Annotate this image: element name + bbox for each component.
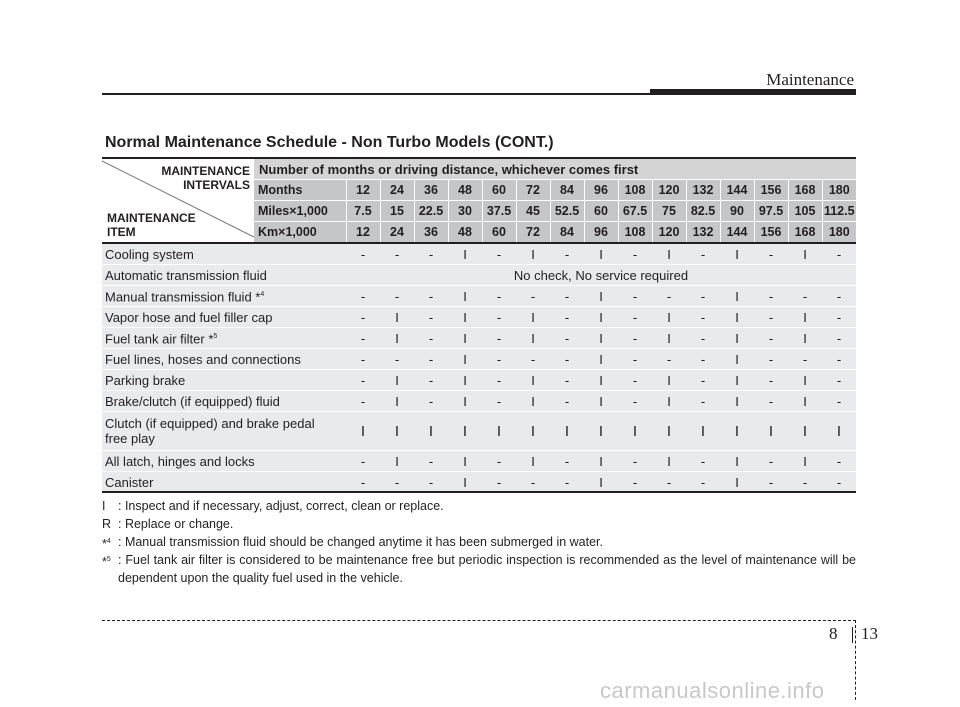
maintenance-item-name: Cooling system xyxy=(102,243,346,265)
interval-value: 37.5 xyxy=(482,201,516,222)
schedule-cell: I xyxy=(720,349,754,370)
interval-value: 60 xyxy=(482,222,516,244)
maintenance-item-name: Automatic transmission fluid xyxy=(102,265,346,286)
legend-text: : Manual transmission fluid should be changed anytime it has been submerged in water. xyxy=(118,535,604,549)
schedule-cell: - xyxy=(414,243,448,265)
corner-item-label xyxy=(107,211,196,239)
page-title: Normal Maintenance Schedule - Non Turbo Models (CONT.) xyxy=(105,134,554,151)
interval-value: 168 xyxy=(788,222,822,244)
schedule-cell: - xyxy=(346,243,380,265)
interval-value: 120 xyxy=(652,222,686,244)
no-service-note: No check, No service required xyxy=(346,265,856,286)
table-row xyxy=(102,412,856,451)
interval-value: 180 xyxy=(822,222,856,244)
schedule-cell: I xyxy=(720,328,754,349)
interval-value: 132 xyxy=(686,222,720,244)
legend-key: *$^5$ xyxy=(102,555,111,570)
schedule-cell: - xyxy=(346,472,380,493)
schedule-cell: I xyxy=(516,370,550,391)
schedule-cell: - xyxy=(346,370,380,391)
schedule-cell: - xyxy=(550,243,584,265)
schedule-cell: - xyxy=(652,472,686,493)
schedule-cell: I xyxy=(380,391,414,412)
interval-value: 75 xyxy=(652,201,686,222)
table-row xyxy=(102,451,856,472)
footnote-marker: 4 xyxy=(260,291,265,299)
schedule-cell: - xyxy=(754,328,788,349)
corner-intervals-line: INTERVALS xyxy=(183,178,250,192)
schedule-cell: - xyxy=(686,391,720,412)
schedule-cell: I xyxy=(380,307,414,328)
interval-unit-label: Miles×1,000 xyxy=(254,201,346,222)
schedule-cell: - xyxy=(414,472,448,493)
schedule-cell: I xyxy=(516,391,550,412)
schedule-cell: - xyxy=(754,307,788,328)
schedule-cell: I xyxy=(380,328,414,349)
watermark: carmanualsonline.info xyxy=(600,678,825,703)
schedule-cell: I xyxy=(720,307,754,328)
legend-key: *$^4$ xyxy=(102,537,111,552)
table-row xyxy=(102,391,856,412)
schedule-cell: - xyxy=(380,472,414,493)
interval-value: 180 xyxy=(822,180,856,201)
schedule-cell: - xyxy=(482,451,516,472)
maintenance-item-name: Canister xyxy=(102,472,346,493)
schedule-cell: I xyxy=(822,412,856,451)
schedule-cell: I xyxy=(448,451,482,472)
footer-dashed-vertical xyxy=(855,620,856,700)
schedule-cell: I xyxy=(788,370,822,391)
schedule-cell: - xyxy=(686,307,720,328)
footer-dashed-rule xyxy=(102,620,856,621)
interval-banner: Number of months or driving distance, whichever comes first xyxy=(254,159,856,180)
schedule-cell: - xyxy=(618,307,652,328)
schedule-cell: - xyxy=(414,391,448,412)
table-bottom-rule xyxy=(102,491,856,493)
interval-unit-label: Km×1,000 xyxy=(254,222,346,244)
schedule-cell: - xyxy=(618,243,652,265)
schedule-cell: - xyxy=(346,307,380,328)
schedule-cell: - xyxy=(788,286,822,307)
schedule-cell: I xyxy=(448,243,482,265)
schedule-cell: - xyxy=(482,307,516,328)
legend-key: I xyxy=(102,499,106,513)
schedule-cell: I xyxy=(380,412,414,451)
interval-value: 48 xyxy=(448,222,482,244)
page-number: 13 xyxy=(861,624,878,643)
interval-value: 84 xyxy=(550,222,584,244)
header-rule-accent xyxy=(650,89,856,95)
schedule-cell: - xyxy=(482,286,516,307)
interval-value: 96 xyxy=(584,180,618,201)
interval-value: 48 xyxy=(448,180,482,201)
schedule-cell: I xyxy=(584,286,618,307)
schedule-cell: I xyxy=(448,286,482,307)
interval-value: 82.5 xyxy=(686,201,720,222)
schedule-cell: I xyxy=(448,472,482,493)
schedule-cell: - xyxy=(414,370,448,391)
schedule-cell: - xyxy=(822,286,856,307)
table-row xyxy=(102,307,856,328)
corner-item-line: MAINTENANCE xyxy=(107,211,196,225)
interval-value: 36 xyxy=(414,180,448,201)
schedule-cell: - xyxy=(346,451,380,472)
legend-text: : Inspect and if necessary, adjust, correct, clean or replace. xyxy=(118,499,444,513)
interval-value: 96 xyxy=(584,222,618,244)
interval-value: 12 xyxy=(346,222,380,244)
interval-value: 22.5 xyxy=(414,201,448,222)
schedule-cell: - xyxy=(346,286,380,307)
corner-intervals-label xyxy=(161,164,250,192)
schedule-cell: I xyxy=(652,328,686,349)
interval-value: 108 xyxy=(618,180,652,201)
legend-notes xyxy=(102,497,856,587)
schedule-cell: - xyxy=(618,349,652,370)
schedule-cell: - xyxy=(550,286,584,307)
schedule-cell: - xyxy=(686,370,720,391)
schedule-cell: I xyxy=(720,286,754,307)
schedule-cell: - xyxy=(482,349,516,370)
schedule-cell: - xyxy=(652,349,686,370)
schedule-cell: - xyxy=(618,286,652,307)
schedule-cell: I xyxy=(584,243,618,265)
schedule-cell: I xyxy=(448,349,482,370)
schedule-cell: I xyxy=(380,451,414,472)
legend-text: : Fuel tank air filter is considered to be maintenance free but periodic inspection is recommended as the level of maintenance will be dependent upon the quality fuel used in the vehicle. xyxy=(118,553,856,585)
schedule-cell: - xyxy=(754,451,788,472)
schedule-cell: - xyxy=(346,328,380,349)
schedule-cell: - xyxy=(618,451,652,472)
interval-value: 24 xyxy=(380,180,414,201)
schedule-cell: - xyxy=(822,349,856,370)
schedule-cell: - xyxy=(550,370,584,391)
interval-value: 84 xyxy=(550,180,584,201)
corner-intervals-line: MAINTENANCE xyxy=(161,164,250,178)
schedule-cell: I xyxy=(788,451,822,472)
schedule-cell: I xyxy=(652,370,686,391)
interval-value: 105 xyxy=(788,201,822,222)
schedule-cell: - xyxy=(686,243,720,265)
interval-value: 45 xyxy=(516,201,550,222)
interval-value: 144 xyxy=(720,180,754,201)
table-row xyxy=(102,265,856,286)
schedule-cell: I xyxy=(584,472,618,493)
interval-value: 97.5 xyxy=(754,201,788,222)
schedule-cell: - xyxy=(516,349,550,370)
schedule-cell: I xyxy=(720,391,754,412)
interval-value: 90 xyxy=(720,201,754,222)
schedule-cell: I xyxy=(788,391,822,412)
interval-value: 156 xyxy=(754,222,788,244)
interval-value: 36 xyxy=(414,222,448,244)
schedule-cell: I xyxy=(516,412,550,451)
interval-value: 168 xyxy=(788,180,822,201)
footnote-marker: 5 xyxy=(213,333,218,341)
schedule-cell: - xyxy=(686,328,720,349)
schedule-cell: - xyxy=(618,370,652,391)
interval-value: 7.5 xyxy=(346,201,380,222)
schedule-cell: - xyxy=(686,349,720,370)
interval-value: 15 xyxy=(380,201,414,222)
schedule-cell: - xyxy=(414,349,448,370)
schedule-cell: - xyxy=(822,243,856,265)
schedule-cell: - xyxy=(482,391,516,412)
maintenance-item-name: Clutch (if equipped) and brake pedal free play xyxy=(102,412,346,451)
table-row xyxy=(102,370,856,391)
schedule-cell: I xyxy=(380,370,414,391)
legend-note xyxy=(102,533,856,551)
schedule-cell: I xyxy=(720,472,754,493)
schedule-cell: - xyxy=(788,349,822,370)
maintenance-item-name: All latch, hinges and locks xyxy=(102,451,346,472)
schedule-cell: I xyxy=(448,412,482,451)
schedule-cell: - xyxy=(754,286,788,307)
schedule-cell: I xyxy=(652,451,686,472)
schedule-cell: - xyxy=(414,451,448,472)
maintenance-item-name: Vapor hose and fuel filler cap xyxy=(102,307,346,328)
schedule-cell: - xyxy=(618,328,652,349)
maintenance-item-name: Parking brake xyxy=(102,370,346,391)
interval-value: 72 xyxy=(516,180,550,201)
legend-key: R xyxy=(102,517,112,531)
schedule-cell: I xyxy=(516,243,550,265)
schedule-cell: - xyxy=(414,307,448,328)
schedule-cell: I xyxy=(720,370,754,391)
schedule-cell: - xyxy=(414,286,448,307)
interval-value: 72 xyxy=(516,222,550,244)
section-header-title: Maintenance xyxy=(766,70,854,89)
legend-note xyxy=(102,515,856,533)
schedule-cell: - xyxy=(482,328,516,349)
interval-value: 108 xyxy=(618,222,652,244)
interval-value: 12 xyxy=(346,180,380,201)
schedule-cell: I xyxy=(584,307,618,328)
maintenance-schedule-table xyxy=(102,159,856,493)
schedule-cell: - xyxy=(550,328,584,349)
interval-value: 24 xyxy=(380,222,414,244)
chapter-number: 8 xyxy=(829,624,838,643)
schedule-cell: I xyxy=(516,307,550,328)
schedule-cell: - xyxy=(788,472,822,493)
schedule-cell: - xyxy=(754,370,788,391)
schedule-cell: I xyxy=(584,349,618,370)
schedule-cell: - xyxy=(822,328,856,349)
schedule-cell: - xyxy=(380,286,414,307)
schedule-cell: - xyxy=(550,307,584,328)
schedule-cell: I xyxy=(652,307,686,328)
table-row xyxy=(102,286,856,307)
maintenance-item-name: Fuel lines, hoses and connections xyxy=(102,349,346,370)
schedule-cell: - xyxy=(380,243,414,265)
schedule-cell: I xyxy=(788,412,822,451)
schedule-cell: - xyxy=(822,451,856,472)
interval-value: 112.5 xyxy=(822,201,856,222)
interval-value: 30 xyxy=(448,201,482,222)
interval-value: 52.5 xyxy=(550,201,584,222)
schedule-cell: I xyxy=(720,412,754,451)
schedule-cell: - xyxy=(754,243,788,265)
schedule-cell: I xyxy=(346,412,380,451)
schedule-cell: I xyxy=(482,412,516,451)
schedule-cell: I xyxy=(584,370,618,391)
schedule-cell: - xyxy=(550,391,584,412)
schedule-cell: - xyxy=(346,349,380,370)
schedule-cell: - xyxy=(686,472,720,493)
footnote-marker: 4 xyxy=(106,538,111,545)
footnote-marker: 5 xyxy=(106,556,111,563)
schedule-cell: - xyxy=(414,328,448,349)
legend-note xyxy=(102,497,856,515)
schedule-cell: I xyxy=(652,391,686,412)
table-row xyxy=(102,472,856,493)
schedule-cell: I xyxy=(584,391,618,412)
table-row xyxy=(102,243,856,265)
schedule-cell: - xyxy=(822,370,856,391)
schedule-cell: I xyxy=(584,412,618,451)
interval-unit-label: Months xyxy=(254,180,346,201)
maintenance-item-name: Manual transmission fluid *$^4$ xyxy=(102,286,346,307)
schedule-cell: I xyxy=(686,412,720,451)
interval-value: 60 xyxy=(584,201,618,222)
schedule-cell: - xyxy=(618,472,652,493)
schedule-cell: I xyxy=(720,243,754,265)
table-row xyxy=(102,328,856,349)
legend-note xyxy=(102,551,856,587)
schedule-cell: - xyxy=(686,286,720,307)
schedule-cell: - xyxy=(822,472,856,493)
table-banner-row xyxy=(102,159,856,180)
interval-value: 144 xyxy=(720,222,754,244)
schedule-cell: - xyxy=(686,451,720,472)
schedule-cell: I xyxy=(414,412,448,451)
schedule-cell: I xyxy=(652,412,686,451)
schedule-cell: I xyxy=(448,370,482,391)
schedule-cell: - xyxy=(482,370,516,391)
schedule-cell: I xyxy=(550,412,584,451)
schedule-cell: - xyxy=(482,243,516,265)
legend-text: : Replace or change. xyxy=(118,517,234,531)
schedule-cell: - xyxy=(754,349,788,370)
schedule-cell: - xyxy=(516,472,550,493)
schedule-cell: - xyxy=(754,472,788,493)
maintenance-item-name: Brake/clutch (if equipped) fluid xyxy=(102,391,346,412)
schedule-cell: I xyxy=(448,328,482,349)
schedule-cell: I xyxy=(788,328,822,349)
interval-value: 156 xyxy=(754,180,788,201)
schedule-cell: - xyxy=(550,451,584,472)
interval-value: 67.5 xyxy=(618,201,652,222)
header-rule xyxy=(102,93,650,95)
table-corner-cell xyxy=(102,159,254,243)
page-number-divider xyxy=(852,627,853,643)
schedule-cell: - xyxy=(346,391,380,412)
schedule-cell: I xyxy=(652,243,686,265)
schedule-cell: I xyxy=(516,328,550,349)
schedule-cell: I xyxy=(788,243,822,265)
schedule-cell: I xyxy=(618,412,652,451)
schedule-cell: I xyxy=(788,307,822,328)
schedule-cell: I xyxy=(448,307,482,328)
corner-item-line: ITEM xyxy=(107,225,136,239)
interval-value: 132 xyxy=(686,180,720,201)
schedule-cell: - xyxy=(550,349,584,370)
schedule-cell: - xyxy=(482,472,516,493)
interval-value: 60 xyxy=(482,180,516,201)
table-row xyxy=(102,349,856,370)
schedule-cell: - xyxy=(652,286,686,307)
schedule-cell: I xyxy=(584,328,618,349)
schedule-cell: - xyxy=(380,349,414,370)
schedule-cell: - xyxy=(618,391,652,412)
schedule-cell: - xyxy=(754,391,788,412)
schedule-cell: - xyxy=(550,472,584,493)
interval-value: 120 xyxy=(652,180,686,201)
schedule-cell: - xyxy=(822,391,856,412)
schedule-cell: I xyxy=(754,412,788,451)
schedule-cell: - xyxy=(822,307,856,328)
schedule-cell: I xyxy=(448,391,482,412)
maintenance-item-name: Fuel tank air filter *$^5$ xyxy=(102,328,346,349)
schedule-cell: I xyxy=(720,451,754,472)
schedule-cell: - xyxy=(516,286,550,307)
schedule-cell: I xyxy=(516,451,550,472)
schedule-cell: I xyxy=(584,451,618,472)
